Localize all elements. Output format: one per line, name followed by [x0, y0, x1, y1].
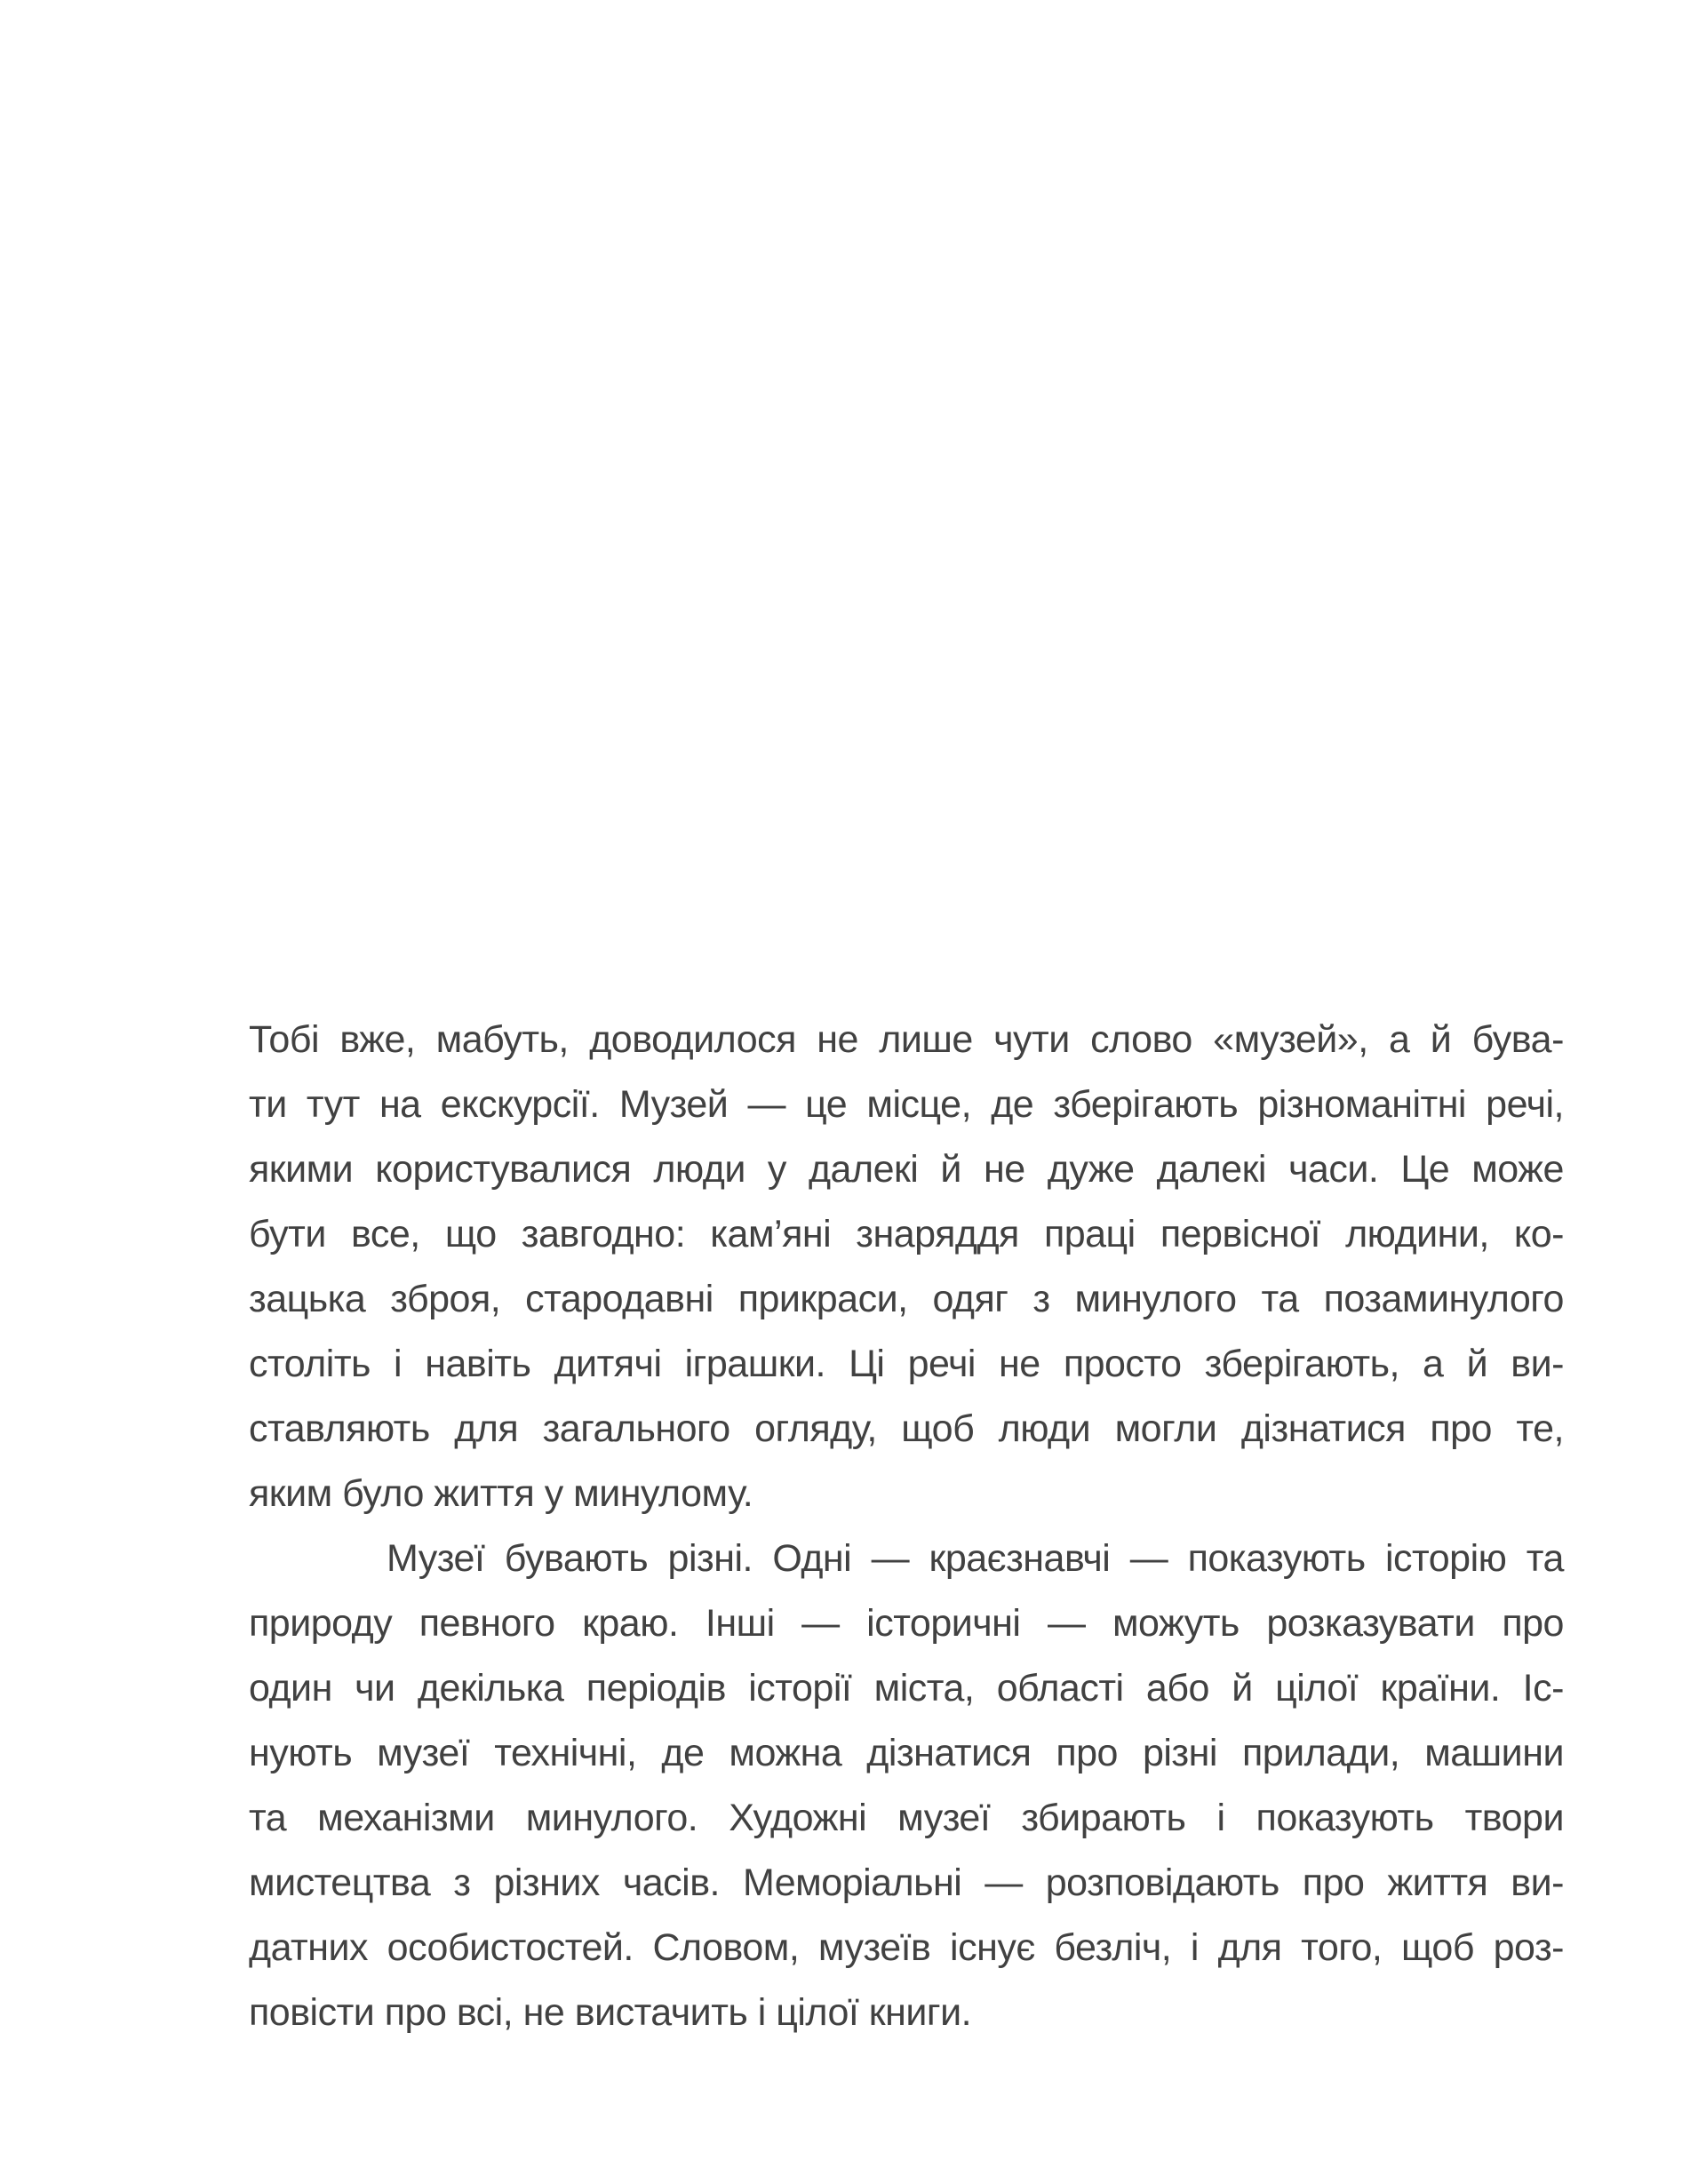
text-line: зацька зброя, стародавні прикраси, одяг з минулого та позаминулого	[249, 1278, 1564, 1320]
text-line: повісти про всі, не вистачить і цілої книги.	[249, 1991, 972, 2034]
text-line: ти тут на екскурсії. Музей — це місце, де зберігають різноманітні речі,	[249, 1083, 1564, 1126]
text-line: століть і навіть дитячі іграшки. Ці речі не просто зберігають, а й ви-	[249, 1343, 1564, 1385]
paragraph	[249, 1526, 1564, 2045]
text-line: бути все, що завгодно: кам’яні знаряддя праці первісної людини, ко-	[249, 1213, 1564, 1255]
text-line: та механізми минулого. Художні музеї збирають і показують твори	[249, 1797, 1564, 1839]
text-line: один чи декілька періодів історії міста, області або й цілої країни. Іс-	[249, 1667, 1564, 1710]
paragraph	[249, 1008, 1564, 1526]
text-line: ставляють для загального огляду, щоб люди могли дізнатися про те,	[249, 1407, 1564, 1450]
text-block	[249, 1008, 1564, 2045]
text-line: Музеї бувають різні. Одні — краєзнавчі — показують історію та	[387, 1537, 1564, 1580]
text-line: датних особистостей. Словом, музеїв існує безліч, і для того, щоб роз-	[249, 1926, 1564, 1969]
text-line: яким було життя у минулому.	[249, 1472, 753, 1515]
text-line: якими користувалися люди у далекі й не дуже далекі часи. Це може	[249, 1148, 1564, 1191]
text-line: мистецтва з різних часів. Меморіальні — розповідають про життя ви-	[249, 1861, 1564, 1904]
text-line: нують музеї технічні, де можна дізнатися про різні прилади, машини	[249, 1732, 1564, 1774]
text-line: природу певного краю. Інші — історичні — можуть розказувати про	[249, 1602, 1564, 1645]
text-line: Тобі вже, мабуть, доводилося не лише чути слово «музей», а й бува-	[249, 1018, 1564, 1061]
